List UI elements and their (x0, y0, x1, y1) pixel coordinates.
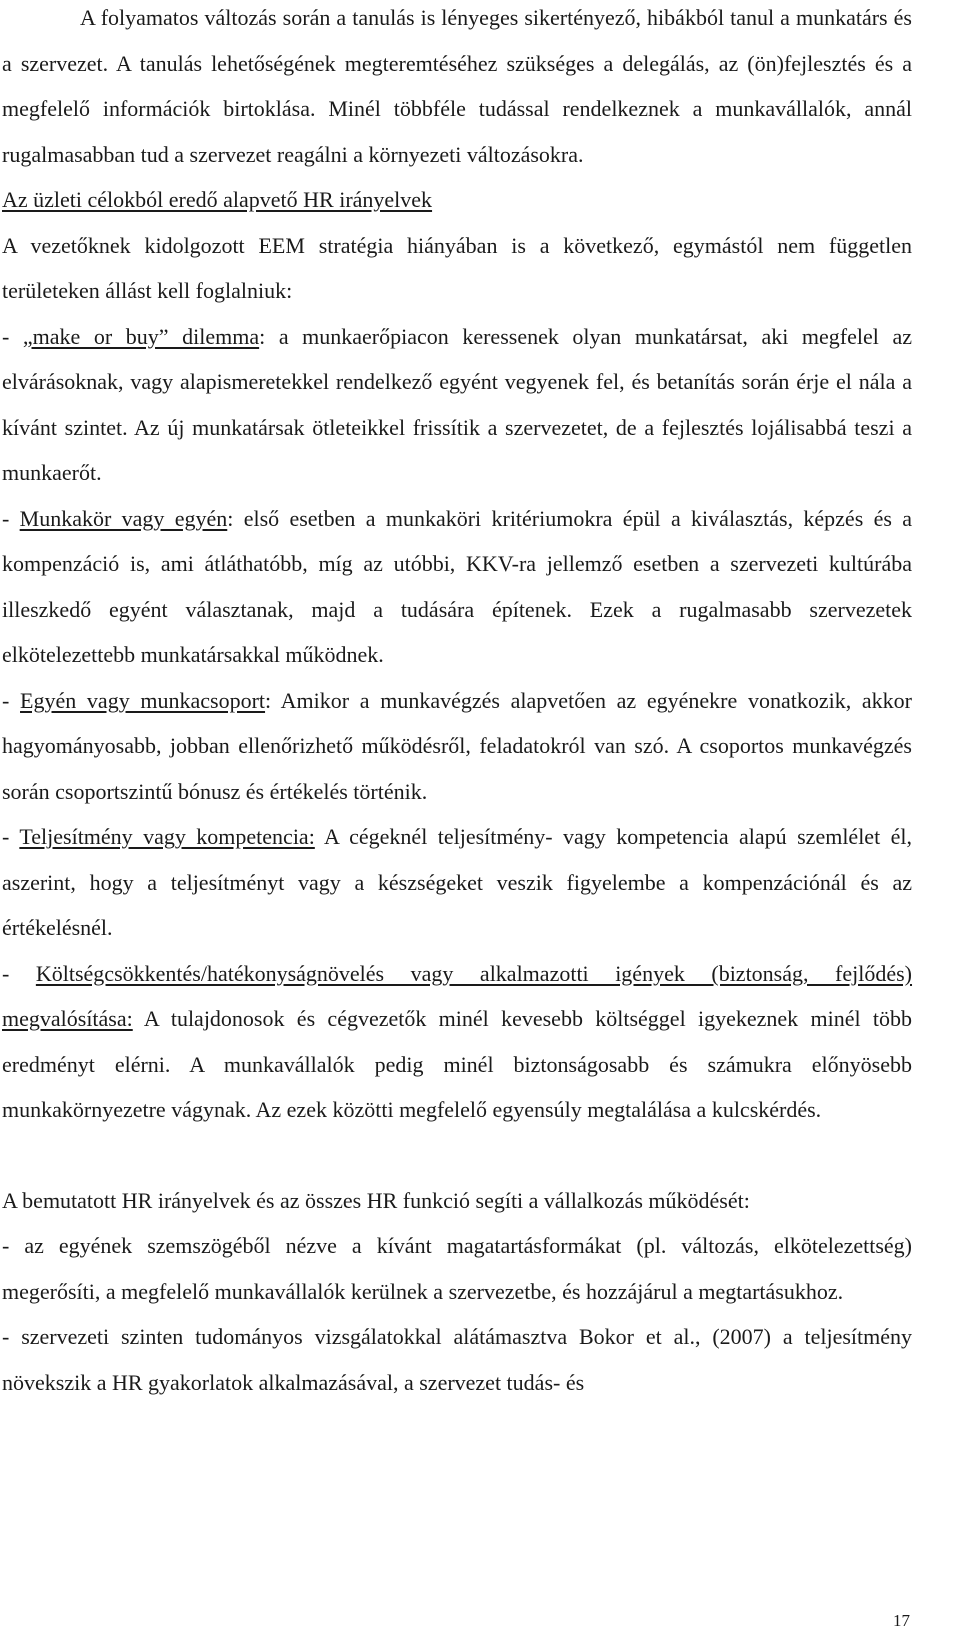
list-item (2, 814, 912, 951)
list-item-text: : Amikor a munkavégzés alapvetően az egyénekre vonatkozik, akkor hagyományosabb, jobban ellenőrizhető működésről, feladatokról van szó. A csoportos munkavégzés során csoportszintű bónusz és értékelés történik. (2, 687, 913, 804)
list-item (2, 678, 912, 815)
list-item-term: Költségcsökkentés/hatékonyságnövelés vagy alkalmazotti igények (biztonság, fejlődés) megvalósítása: (2, 960, 913, 1031)
section-heading (2, 177, 912, 223)
list-item (2, 951, 912, 1133)
list-dash: - (2, 960, 36, 986)
list-item-term: Munkakör vagy egyén (19, 505, 228, 531)
paragraph-intro: A vezetőknek kidolgozott EEM stratégia hiányában is a következő, egymástól nem független területeken állást kell foglalniuk: (2, 232, 912, 303)
paragraph-summary: A bemutatott HR irányelvek és az összes HR funkció segíti a vállalkozás működését: (2, 1187, 750, 1213)
list-dash: - (2, 505, 20, 531)
list-dash: - (2, 824, 20, 849)
list-item: - az egyének szemszögéből nézve a kívánt magatartásformákat (pl. változás, elkötelezettség) megerősíti, a megfelelő munkavállalók kerülnek a szervezetbe, és hozzájárul a megtartásukhoz. (2, 1233, 912, 1304)
list-item-text: A cégeknél teljesítmény- vagy kompetencia alapú szemlélet él, aszerint, hogy a teljesítményt vagy a készségeket veszik figyelembe a kompenzációnál és az értékelésnél. (2, 824, 912, 940)
list-item (2, 314, 912, 496)
list-item-text: : első esetben a munkaköri kritériumokra épül a kiválasztás, képzés és a kompenzáció is, ami átláthatóbb, míg az utóbbi, KKV-ra jellemző esetben a szervezeti kultúrába illeszkedő egyént választanak, majd a tudására építenek. Ezek a rugalmasabb szervezetek elkötelezettebb munkatársakkal működnek. (2, 505, 913, 667)
paragraph-spacer (2, 1133, 912, 1178)
list-item (2, 496, 912, 678)
list-dash: - (2, 323, 23, 349)
list-item-text: : a munkaerőpiacon keressenek olyan munkatársat, aki megfelel az elvárásoknak, vagy alapismeretekkel rendelkező egyént vegyenek fel, és betanítás során érje el nála a kívánt szintet. Az új munkatársak ötleteikkel frissítik a szervezetet, de a fejlesztés lojálisabbá teszi a munkaerőt. (2, 323, 912, 485)
list-item-text: A tulajdonosok és cégvezetők minél kevesebb költséggel igyekeznek minél több eredményt elérni. A munkavállalók pedig minél biztonságosabb és számukra előnyösebb munkakörnyezetre vágynak. Az ezek közötti megfelelő egyensúly megtalálása a kulcskérdés. (2, 1006, 912, 1122)
section-heading-text: Az üzleti célokból eredő alapvető HR irányelvek (2, 187, 433, 212)
list-item: - szervezeti szinten tudományos vizsgálatokkal alátámasztva Bokor et al., (2007) a teljesítmény növekszik a HR gyakorlatok alkalmazásával, a szervezet tudás- és (2, 1324, 912, 1395)
list-dash: - (2, 687, 21, 713)
list-item-term: Egyén vagy munkacsoport (20, 687, 266, 713)
list-item-term: Teljesítmény vagy kompetencia: (19, 824, 315, 849)
list-item-term: „make or buy” dilemma (22, 323, 260, 349)
paragraph-learning: A folyamatos változás során a tanulás is lényeges sikertényező, hibákból tanul a munkatárs és a szervezet. A tanulás lehetőségének megteremtéséhez szükséges a delegálás, az (ön)fejlesztés és a megfelelő információk birtoklása. Minél többféle tudással rendelkeznek a munkavállalók, annál rugalmasabban tud a szervezet reagálni a környezeti változásokra. (2, 5, 912, 167)
page-number: 17 (893, 1611, 910, 1630)
